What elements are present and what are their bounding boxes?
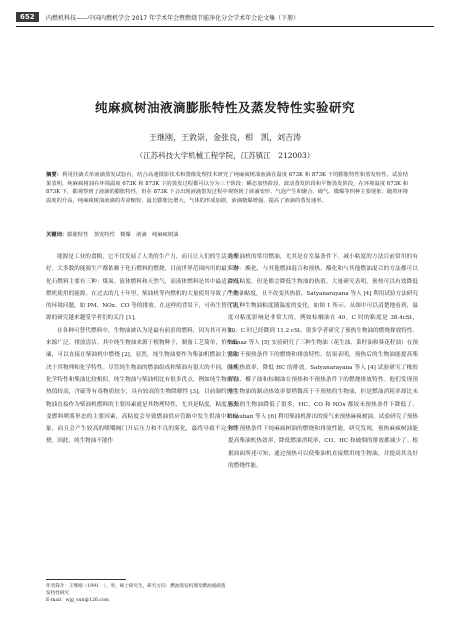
author-bio: 作者简介：王继刚（1991 ），男，硕士研究生，研究方向：燃油蒸发机理及燃油液滴蒸发特性研究: [46, 584, 226, 596]
running-header: [16, 12, 434, 23]
paragraph: 为柴油机的常用燃油，尤其是在室温条件下。减小粘度的方法目前常用的有三种：酯化，与其他燃油混合和预热。酯化和与其他燃油混合的方法都可以降低粘度，但是都会降低生物油的热值。大量研究表明，预热可以有效降低生物油粘度，且不改变其热值。Satyanarayana 等人 [4] 利用试验方法研究了几种生物油粘度随温度的变化，如图 1 所示。从图中可以清楚地看到，温度对粘度影响是非常大的，例如棕榈油在 40。C 时的粘度是 38.4cSt，80。C 时已经降到 11.2 cSt。很多学者研究了预热生物油的燃烧排放特性。Yilmaz 等人 [5] 实验研究了三种生物油（花生油、菜籽油和葵花籽油）在预热和不预热条件下的燃烧和排放特性。结果表明，预热后的生物油能提高柴油机热效率，降低 HC 的排放。Satyanarayana 等人 [4] 试验研究了橡胶籽油、椰子油和棕榈油在预热和不预热条件下的燃烧排放特性。他们发现预热生物油的制动热效率要稍微高于不预热的生物油，但是燃油消耗率却比未预热的生物油降低了很多，HC、CO 和 NOx 都较未预热条件下降低了。Chauhan 等人 [6] 利用柴油机排出的废气来预热麻疯树油，试验研究了预热和不预热条件下纯麻疯树油的燃烧和排放性能。研究发现，预热麻疯树油能提高柴油机热效率，降低燃油消耗率，CO、HC 和破烟的排放都减少了。根据面面所述可知，通过预热可以使柴油机直接燃用纯生物油，并提高其良好的燃烧性能。: [228, 254, 418, 470]
paper-title: 纯麻疯树油液滴膨胀特性及蒸发特性实验研究: [94, 100, 355, 115]
abstract-label: 摘要：: [46, 172, 63, 178]
keywords-text: 膨胀特性 蒸发特性 微爆 液滴 纯麻疯树油: [67, 232, 179, 238]
page-number: 652: [16, 12, 39, 22]
body-column-left: [46, 251, 238, 448]
paragraph: 能源是工业的食粮，它不仅发展了人类的生产力，而且让人们的生活更美好。大多数的能源生产都依赖于化石燃料的燃烧，目前世界范围内用的最多的化石燃料主要有三种：煤炭、液体燃料和天然气，而液体燃料是其中最适合内燃机使用的能源。在过去的几十年里，柴油机等内燃机的大量使用导致了严重的环境问题，如 PM、NOx、CO 等的排放。在这样的背景下，可再生替代能源的研究越来越受学者们的关注 [1]。: [46, 254, 238, 322]
paragraph: 在各种可替代燃料中，生物油被认为是最有前景的燃料，因为其可再生、来源广泛、排放清洁。其中纯生物油来源于植物种子，制备工艺简单，价格低廉，可以直接在柴油机中燃烧 [2]。显然，纯生物油要作为柴油机燃油主要取决于其物理和化学特性。尽管纯生物油的燃油组成和柴油有很大的不同，但其化学特性和柴油比较相似，纯生物油与柴油相比有很多优点，例如纯生物油的热值较高，含硫等有毒物质较少，具有较高的生物降解性 [3]。目前制约纯生物油直接作为柴油机燃料的主要因素就是其物理特性，尤其是粘度，粘度是改变燃料喷雾形态的主要因素，高粘度会导致燃油供应管路中发生供油中断现象，而且会产生较高的喷嘴阀门开启压力和不良的雾化，最终导致不完全燃烧。因此，纯生物油不能作: [46, 327, 238, 445]
abstract-text: 利用挂滴式单液滴蒸发试验台，结合高速摄影技术和图像处理技术研究了纯麻疯树油液滴在温度 673K 和 873K 下的膨胀特性和蒸发特性。试验结果表明，纯麻疯树油在环境温度 673K 和 873K 下的蒸发过程都可以分为三个阶段：瞬态加热阶段、波动蒸发阶段和平衡蒸发阶段，在环境温度 673K 和 873K 下，都观察到了液滴的膨胀特性，但在 873K 下会出现液滴裂发过程中观察到了液滴变形、气泡产生和聚合、破气、微爆等四种主要现象；随着环境温度的升高，纯麻疯树油液滴的寿命缩短，最长膨胀比增大，气体的形成加剧，液滴微爆增强，提高了液滴的蒸发速率。: [46, 172, 408, 204]
header-rule: [16, 26, 434, 27]
keywords: [46, 231, 408, 239]
running-title: 内燃机科技——中国内燃机学会 2017 年学术年会暨燃烧节能净化分会学术年会论文集（下册）: [46, 15, 300, 22]
authors: 王继刚，王敦崇，金张良，相 凯，刘吉涛: [149, 133, 301, 142]
affiliation: （江苏科技大学机械工程学院，江苏镇江 212003）: [135, 151, 315, 160]
abstract: [46, 171, 408, 205]
keywords-label: 关键词：: [46, 232, 68, 238]
body-column-right: [228, 251, 418, 472]
footnote: [46, 583, 226, 604]
footnote-rule: [46, 579, 126, 580]
author-email: E-mail：wjg_sun@126.com: [46, 598, 110, 603]
